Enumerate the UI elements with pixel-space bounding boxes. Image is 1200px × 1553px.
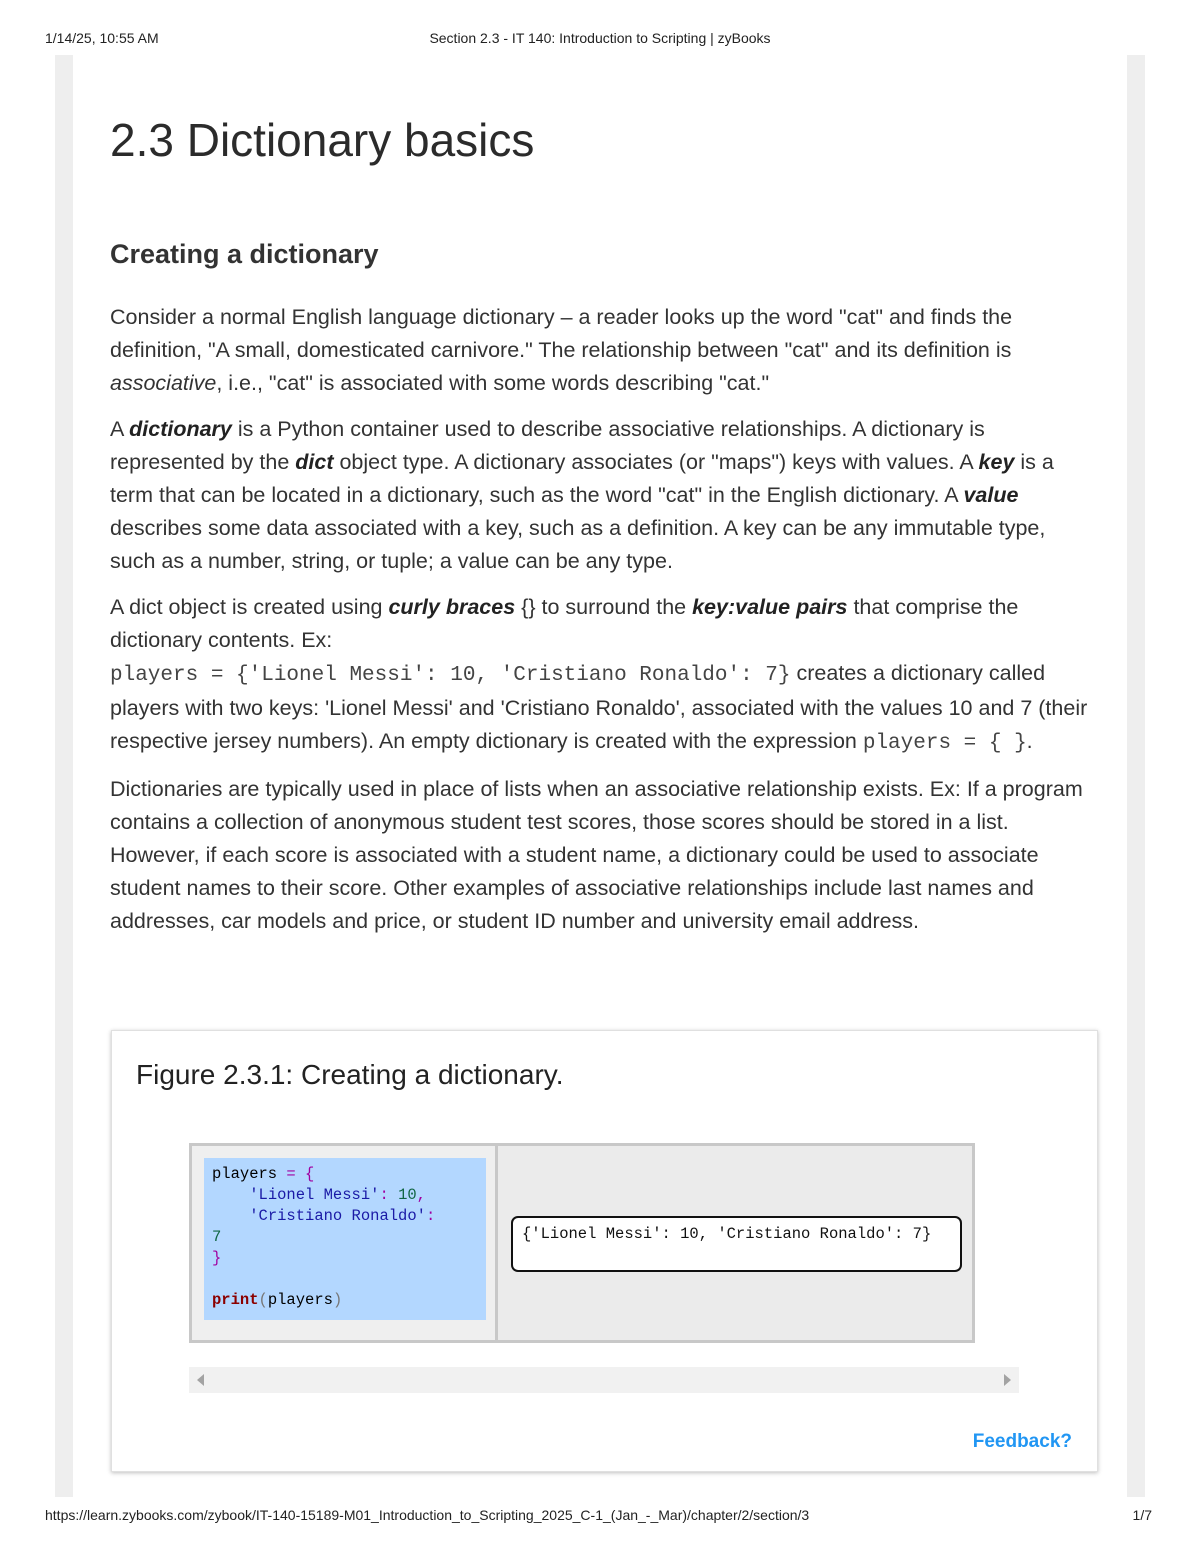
- figure-creating-dictionary: [111, 1030, 1098, 1472]
- inline-code-players: players = {'Lionel Messi': 10, 'Cristiano Ronaldo': 7}: [110, 664, 791, 687]
- page-frame-left: [55, 55, 73, 1497]
- term-curly-braces: curly braces: [388, 595, 516, 619]
- figure-title: Figure 2.3.1: Creating a dictionary.: [136, 1059, 564, 1090]
- term-dict: dict: [295, 450, 334, 474]
- subheading: Creating a dictionary: [110, 239, 379, 269]
- code-example-box: [189, 1143, 975, 1343]
- print-datetime: 1/14/25, 10:55 AM: [45, 30, 159, 46]
- paragraph-intro: Consider a normal English language dictionary – a reader looks up the word "cat" and finds the definition, "A small, domesticated carnivore." The relationship between "cat" and its definition is associative, i.e., "cat" is associated with some words describing "cat.": [110, 305, 1013, 395]
- inline-code-empty-dict: players = { }: [862, 732, 1027, 755]
- term-dictionary: dictionary: [129, 417, 232, 441]
- term-key: key: [978, 450, 1015, 474]
- section-title: 2.3 Dictionary basics: [110, 114, 535, 166]
- console-output: {'Lionel Messi': 10, 'Cristiano Ronaldo': 7}: [511, 1216, 962, 1272]
- paragraph-definition: A dictionary is a Python container used to describe associative relationships. A dictionary is represented by the dict object type. A dictionary associates (or "maps") keys with values. A key is a term that can be located in a dictionary, such as the word "cat" in the English dictionary. A value describes some data associated with a key, such as a definition. A key can be any immutable type, such as a number, string, or tuple; a value can be any type.: [110, 417, 1054, 573]
- paragraph-usage: Dictionaries are typically used in place of lists when an associative relationship exists. Ex: If a program contains a collection of anonymous student test scores, those scores should be stored in a list. However, if each score is associated with a student name, a dictionary could be used to associate student names to their score. Other examples of associative relationships include last names and addresses, car models and price, or student ID number and university email address.: [110, 777, 1083, 933]
- print-footer: [0, 1507, 1200, 1527]
- code-panel: [192, 1146, 498, 1340]
- scroll-right-icon[interactable]: [1004, 1374, 1011, 1386]
- feedback-link[interactable]: Feedback?: [972, 1431, 1072, 1452]
- print-url: https://learn.zybooks.com/zybook/IT-140-15189-M01_Introduction_to_Scripting_2025_C-1_(Jan_-_Mar)/chapter/2/section/3: [45, 1507, 810, 1523]
- print-header: [0, 30, 1200, 50]
- horizontal-scrollbar[interactable]: [189, 1367, 1019, 1393]
- scroll-left-icon[interactable]: [197, 1374, 204, 1386]
- page-frame-right: [1127, 55, 1145, 1497]
- paragraph-creation: A dict object is created using curly braces {} to surround the key:value pairs that comprise the dictionary contents. Ex: players = {'Lionel Messi': 10, 'Cristiano Ronaldo': 7} creates a dictionary called players with two keys: 'Lionel Messi' and 'Cristiano Ronaldo', associated with the values 10 and 7 (their respective jersey numbers). An empty dictionary is created with the expression players = { }.: [110, 595, 1088, 755]
- print-page-title: Section 2.3 - IT 140: Introduction to Scripting | zyBooks: [429, 30, 771, 46]
- section-content: [110, 110, 1095, 938]
- print-page-number: 1/7: [1132, 1507, 1152, 1523]
- term-key-value-pairs: key:value pairs: [692, 595, 848, 619]
- emphasis-associative: associative: [110, 371, 217, 395]
- code-source[interactable]: players = { 'Lionel Messi': 10, 'Cristiano Ronaldo': 7 } print(players): [204, 1158, 486, 1320]
- term-value: value: [963, 483, 1019, 507]
